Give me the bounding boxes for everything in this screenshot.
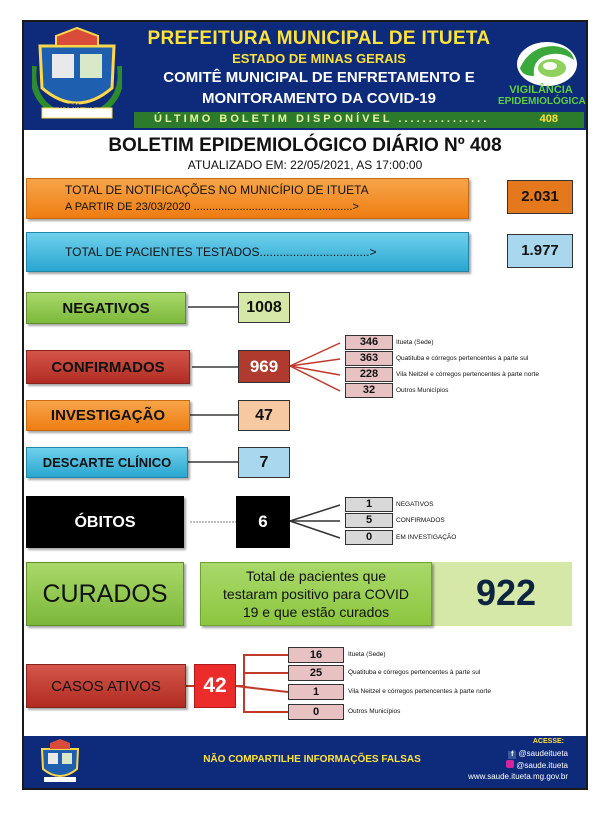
notificacoes-value: 2.031 bbox=[507, 180, 573, 214]
boletim-updated: ATUALIZADO EM: 22/05/2021, AS 17:00:00 bbox=[187, 158, 423, 172]
ultimo-boletim-number: 408 bbox=[539, 113, 558, 125]
confirmados-label: CONFIRMADOS bbox=[26, 350, 190, 384]
obitos-value: 6 bbox=[236, 496, 290, 548]
obitos-confirmados-value: 5 bbox=[345, 513, 393, 528]
ativos-norte-value: 1 bbox=[288, 684, 344, 700]
footer-message: NÃO COMPARTILHE INFORMAÇÕES FALSAS bbox=[203, 754, 421, 765]
investigacao-value: 47 bbox=[238, 400, 290, 431]
confirmados-sul-value: 363 bbox=[345, 351, 393, 366]
header-comite-line1: COMITÊ MUNICIPAL DE ENFRETAMENTO E bbox=[163, 69, 475, 86]
ativos-sede-value: 16 bbox=[288, 647, 344, 663]
footer-instagram[interactable] bbox=[506, 760, 568, 770]
descarte-value: 7 bbox=[238, 447, 290, 478]
confirmados-outros-value: 32 bbox=[345, 383, 393, 398]
footer-acesse: ACESSE: bbox=[532, 738, 564, 745]
header-comite-line2: MONITORAMENTO DA COVID-19 bbox=[202, 90, 436, 107]
vigilancia-line1: VIGILÂNCIA bbox=[509, 84, 573, 96]
ativos-sul-label: Quatituba e córregos pertencentes à parte sul bbox=[348, 669, 481, 676]
ativos-value: 42 bbox=[194, 664, 236, 708]
notificacoes-line2: A PARTIR DE 23/03/2020 ....................................................> bbox=[65, 201, 359, 213]
curados-label: CURADOS bbox=[26, 562, 184, 626]
crest-label: ITUETA - MG bbox=[59, 104, 95, 110]
curados-value: 922 bbox=[475, 572, 537, 613]
confirmados-norte-label: Vila Neitzel e córregos pertencentes à parte norte bbox=[396, 371, 539, 378]
curados-desc-line1: Total de pacientes que bbox=[245, 568, 387, 584]
ativos-sede-label: Itueta (Sede) bbox=[348, 651, 386, 658]
instagram-icon bbox=[506, 760, 514, 768]
descarte-label: DESCARTE CLÍNICO bbox=[26, 447, 188, 478]
obitos-negativos-label: NEGATIVOS bbox=[396, 501, 434, 508]
header-subtitle: ESTADO DE MINAS GERAIS bbox=[232, 51, 406, 66]
testados-label: TOTAL DE PACIENTES TESTADOS.................................> bbox=[65, 245, 377, 259]
negativos-label: NEGATIVOS bbox=[26, 292, 186, 324]
footer-website-link[interactable]: www.saude.itueta.mg.gov.br bbox=[468, 772, 568, 781]
footer-banner bbox=[24, 736, 586, 788]
ativos-outros-value: 0 bbox=[288, 704, 344, 720]
confirmados-value: 969 bbox=[238, 350, 290, 383]
ativos-label: CASOS ATIVOS bbox=[26, 664, 186, 708]
testados-value: 1.977 bbox=[507, 234, 573, 268]
notificacoes-line1: TOTAL DE NOTIFICAÇÕES NO MUNICÍPIO DE ITUETA bbox=[65, 183, 369, 197]
ativos-outros-label: Outros Municípios bbox=[348, 708, 401, 715]
instagram-handle: @saude.itueta bbox=[516, 761, 568, 770]
obitos-negativos-value: 1 bbox=[345, 497, 393, 512]
footer-facebook[interactable] bbox=[508, 749, 568, 759]
footer-crest-icon bbox=[38, 739, 82, 785]
confirmados-sede-value: 346 bbox=[345, 335, 393, 350]
confirmados-outros-label: Outros Municípios bbox=[396, 387, 449, 394]
negativos-value: 1008 bbox=[238, 292, 290, 323]
confirmados-sul-label: Quatituba e córregos pertencentes à parte sul bbox=[396, 355, 529, 362]
obitos-investigacao-value: 0 bbox=[345, 530, 393, 545]
obitos-confirmados-label: CONFIRMADOS bbox=[396, 517, 445, 524]
curados-desc-line3: 19 e que estão curados bbox=[242, 604, 390, 620]
facebook-icon: f bbox=[508, 751, 516, 759]
ativos-sul-value: 25 bbox=[288, 665, 344, 681]
obitos-label: ÓBITOS bbox=[26, 496, 184, 548]
facebook-handle: @saudeitueta bbox=[518, 749, 568, 758]
curados-desc-line2: testaram positivo para COVID bbox=[223, 586, 409, 602]
ultimo-boletim-label: ÚLTIMO BOLETIM DISPONÍVEL ............... bbox=[154, 113, 490, 125]
curados-description bbox=[200, 562, 432, 626]
investigacao-label: INVESTIGAÇÃO bbox=[26, 400, 190, 431]
ativos-norte-label: Vila Neitzel e córregos pertencentes à parte norte bbox=[348, 688, 491, 695]
vigilancia-line2: EPIDEMIOLÓGICA bbox=[498, 96, 586, 107]
confirmados-sede-label: Itueta (Sede) bbox=[396, 339, 434, 346]
boletim-title: BOLETIM EPIDEMIOLÓGICO DIÁRIO Nº 408 bbox=[108, 135, 502, 156]
obitos-investigacao-label: EM INVESTIGAÇÃO bbox=[396, 534, 457, 541]
header-title: PREFEITURA MUNICIPAL DE ITUETA bbox=[147, 28, 491, 49]
confirmados-norte-value: 228 bbox=[345, 367, 393, 382]
